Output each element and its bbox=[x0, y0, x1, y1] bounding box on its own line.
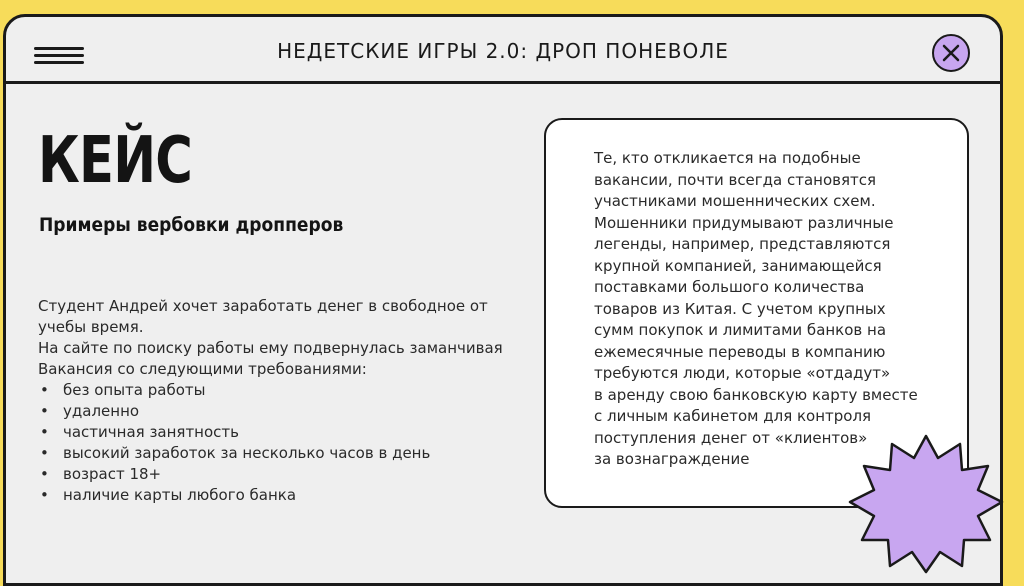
story-paragraph-2: На сайте по поиску работы ему подвернулась заманчивая Вакансия со следующими требованиями: bbox=[38, 339, 503, 378]
list-item: • частичная занятность bbox=[38, 422, 518, 443]
title-bar bbox=[6, 17, 1000, 84]
list-item: • высокий заработок за несколько часов в день bbox=[38, 443, 518, 464]
page-subheading: Примеры вербовки дропперов bbox=[39, 214, 344, 236]
star-burst-shape bbox=[850, 436, 1002, 572]
list-item: • без опыта работы bbox=[38, 380, 518, 401]
list-item: • наличие карты любого банка bbox=[38, 485, 518, 506]
info-card-text: Те, кто откликается на подобные вакансии, почти всегда становятся участниками мошеннических схем. Мошенники придумывают различные легенды, например, представляются крупной компанией, занимающейся поставками большого количества товаров из Китая. С учетом крупных сумм покупок и лимитами банков на ежемесячные переводы в компанию требуются люди, которые «отдадут» в аренду свою банковскую карту вместе с личным кабинетом для контроля поступления денег от «клиентов» за вознаграждение bbox=[594, 149, 918, 468]
requirements-list bbox=[38, 380, 518, 506]
case-story bbox=[38, 296, 518, 506]
close-button[interactable] bbox=[932, 34, 970, 72]
close-icon bbox=[941, 43, 961, 63]
window-title: НЕДЕТСКИЕ ИГРЫ 2.0: ДРОП ПОНЕВОЛЕ bbox=[277, 39, 729, 63]
story-paragraph-1: Студент Андрей хочет заработать денег в свободное от учебы время. bbox=[38, 297, 488, 336]
star-burst-decoration bbox=[846, 432, 1006, 574]
list-item: • удаленно bbox=[38, 401, 518, 422]
list-item: • возраст 18+ bbox=[38, 464, 518, 485]
page-heading: КЕЙС bbox=[38, 124, 193, 198]
